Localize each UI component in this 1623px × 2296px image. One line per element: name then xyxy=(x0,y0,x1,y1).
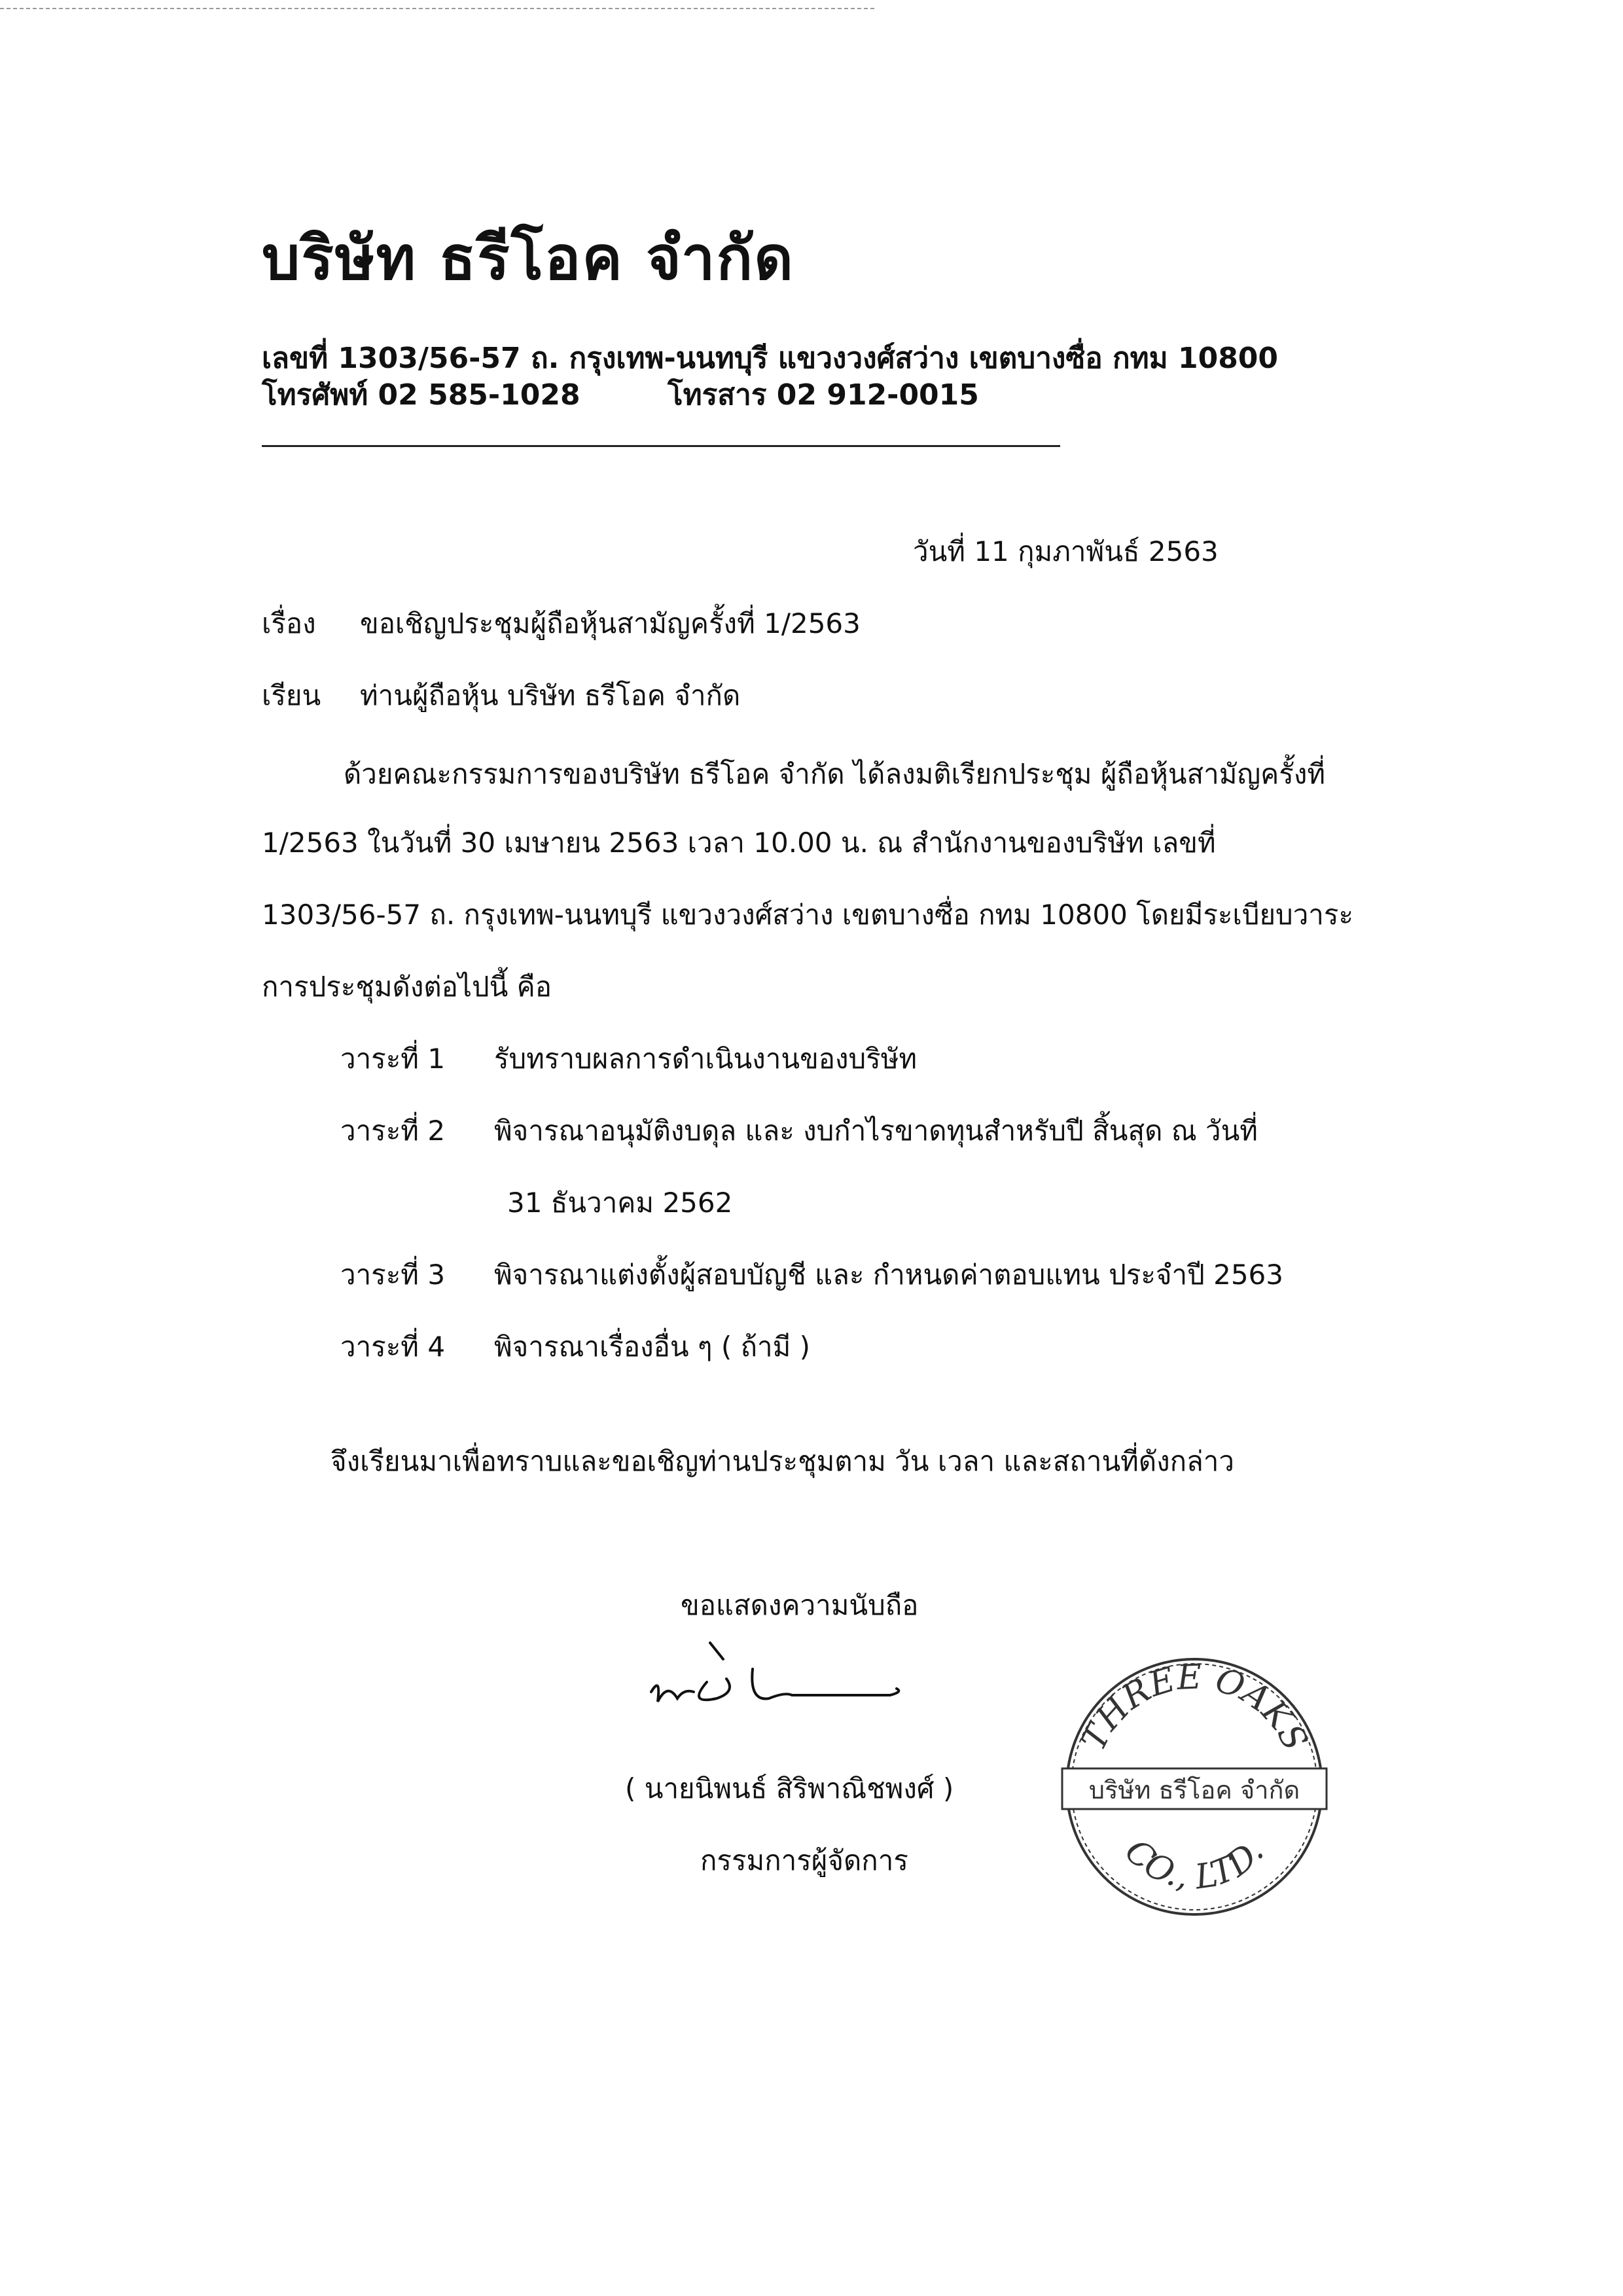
company-fax: โทรสาร 02 912-0015 xyxy=(668,378,979,412)
seal-bottom-text: CO., LTD. xyxy=(1116,1831,1272,1897)
paragraph-line: การประชุมดังต่อไปนี้ คือ xyxy=(262,971,552,1003)
recipient-label: เรียน xyxy=(262,679,321,711)
agenda-item xyxy=(340,1253,1387,1293)
seal-center-text: บริษัท ธรีโอค จำกัด xyxy=(1088,1776,1300,1804)
agenda-number: วาระที่ 3 xyxy=(340,1259,446,1291)
agenda-text: พิจารณาอนุมัติงบดุล และ งบกำไรขาดทุนสำหรับปี สิ้นสุด ณ วันที่ xyxy=(494,1115,1258,1147)
paragraph-line: 1303/56-57 ถ. กรุงเทพ-นนทบุรี แขวงวงศ์สว่าง เขตบางซื่อ กทม 10800 โดยมีระเบียบวาระ xyxy=(262,899,1354,931)
agenda-number: วาระที่ 2 xyxy=(340,1115,446,1147)
signatory-position: กรรมการผู้จัดการ xyxy=(700,1844,908,1876)
letter-date: วันที่ 11 กุมภาพันธ์ 2563 xyxy=(913,535,1219,567)
company-seal-stamp xyxy=(1057,1649,1332,1924)
agenda-number: วาระที่ 1 xyxy=(340,1043,446,1075)
agenda-number: วาระที่ 4 xyxy=(340,1331,446,1363)
agenda-item xyxy=(340,1325,1387,1365)
agenda-text: พิจารณาแต่งตั้งผู้สอบบัญชี และ กำหนดค่าตอบแทน ประจำปี 2563 xyxy=(494,1259,1283,1291)
company-address: เลขที่ 1303/56-57 ถ. กรุงเทพ-นนทบุรี แขวงวงศ์สว่าง เขตบางซื่อ กทม 10800 xyxy=(262,342,1279,375)
agenda-text: พิจารณาเรื่องอื่น ๆ ( ถ้ามี ) xyxy=(494,1331,810,1363)
agenda-text-continuation: 31 ธันวาคม 2562 xyxy=(507,1187,733,1219)
recipient-text: ท่านผู้ถือหุ้น บริษัท ธรีโอค จำกัด xyxy=(360,679,741,711)
scan-artifact-line xyxy=(0,8,877,9)
paragraph-line: ด้วยคณะกรรมการของบริษัท ธรีโอค จำกัด ได้ลงมติเรียกประชุม ผู้ถือหุ้นสามัญครั้งที่ xyxy=(344,758,1326,790)
letterhead-divider xyxy=(262,445,1060,447)
handwritten-signature xyxy=(622,1630,936,1728)
subject-row xyxy=(262,602,1047,641)
agenda-item xyxy=(340,1109,1387,1149)
company-contact xyxy=(262,372,979,418)
signatory-name: ( นายนิพนธ์ สิริพาณิชพงศ์ ) xyxy=(625,1772,954,1804)
agenda-item xyxy=(340,1037,1387,1077)
svg-text:THREE OAKS xyxy=(1074,1657,1315,1757)
subject-label: เรื่อง xyxy=(262,607,316,639)
agenda-text: รับทราบผลการดำเนินงานของบริษัท xyxy=(494,1043,918,1075)
seal-top-text: THREE OAKS xyxy=(1074,1657,1315,1757)
svg-text:CO., LTD. xyxy=(1117,1832,1272,1897)
company-phone: โทรศัพท์ 02 585-1028 xyxy=(262,378,580,412)
closing-sentence: จึงเรียนมาเพื่อทราบและขอเชิญท่านประชุมตาม วัน เวลา และสถานที่ดังกล่าว xyxy=(330,1445,1234,1477)
subject-text: ขอเชิญประชุมผู้ถือหุ้นสามัญครั้งที่ 1/2563 xyxy=(360,607,861,639)
paragraph-line: 1/2563 ในวันที่ 30 เมษายน 2563 เวลา 10.00 น. ณ สำนักงานของบริษัท เลขที่ xyxy=(262,827,1216,859)
regards: ขอแสดงความนับถือ xyxy=(681,1589,919,1621)
company-name: บริษัท ธรีโอค จำกัด xyxy=(262,223,794,293)
recipient-row xyxy=(262,674,1047,713)
